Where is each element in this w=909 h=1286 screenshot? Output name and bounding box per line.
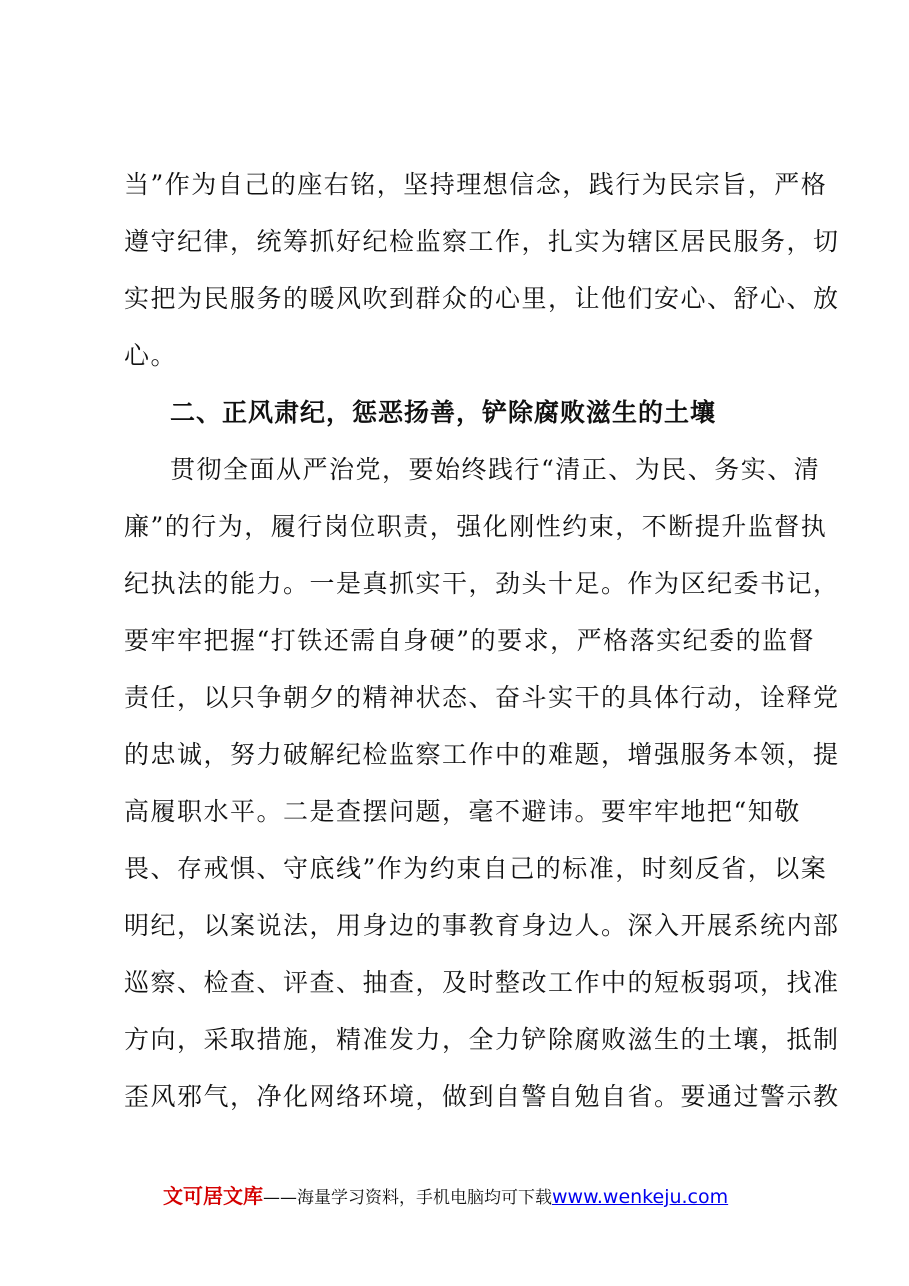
body-line-13: 明纪，以案说法，用身边的事教育身边人。深入开展系统内部 [124, 911, 840, 940]
body-line-2: 遵守纪律，统筹抓好纪检监察工作，扎实为辖区居民服务，切 [124, 227, 840, 256]
body-line-10: 的忠诚，努力破解纪检监察工作中的难题，增强服务本领，提 [124, 740, 840, 769]
body-line-11: 高履职水平。二是查摆问题，毫不避讳。要牢牢地把“知敬 [124, 797, 801, 826]
body-line-9: 责任，以只争朝夕的精神状态、奋斗实干的具体行动，诠释党 [124, 683, 840, 712]
footer-url-link[interactable]: www.wenkeju.com [552, 1186, 729, 1208]
body-line-3: 实把为民服务的暖风吹到群众的心里，让他们安心、舒心、放 [124, 284, 840, 313]
section-heading: 二、正风肃纪，惩恶扬善，铲除腐败滋生的土壤 [170, 398, 717, 427]
body-line-7: 纪执法的能力。一是真抓实干，劲头十足。作为区纪委书记， [124, 569, 840, 598]
footer-tagline: ——海量学习资料，手机电脑均可下载 [263, 1188, 552, 1208]
body-line-14: 巡察、检查、评查、抽查，及时整改工作中的短板弱项，找准 [124, 968, 840, 997]
body-line-12: 畏、存戒惧、守底线”作为约束自己的标准，时刻反省，以案 [124, 854, 828, 883]
body-line-1: 当”作为自己的座右铭，坚持理想信念，践行为民宗旨，严格 [124, 170, 828, 199]
body-line-15: 方向，采取措施，精准发力，全力铲除腐败滋生的土壤，抵制 [124, 1025, 840, 1054]
footer-banner [163, 1183, 728, 1211]
paragraph-first-line: 贯彻全面从严治党，要始终践行“清正、为民、务实、清 [170, 455, 821, 484]
body-line-8: 要牢牢把握“打铁还需自身硬”的要求，严格落实纪委的监督 [124, 626, 816, 655]
body-line-16: 歪风邪气，净化网络环境，做到自警自勉自省。要通过警示教 [124, 1082, 840, 1111]
body-line-6: 廉”的行为，履行岗位职责，强化刚性约束，不断提升监督执 [124, 512, 828, 541]
footer-brand: 文可居文库 [163, 1184, 263, 1208]
body-line-4: 心。 [124, 341, 178, 370]
